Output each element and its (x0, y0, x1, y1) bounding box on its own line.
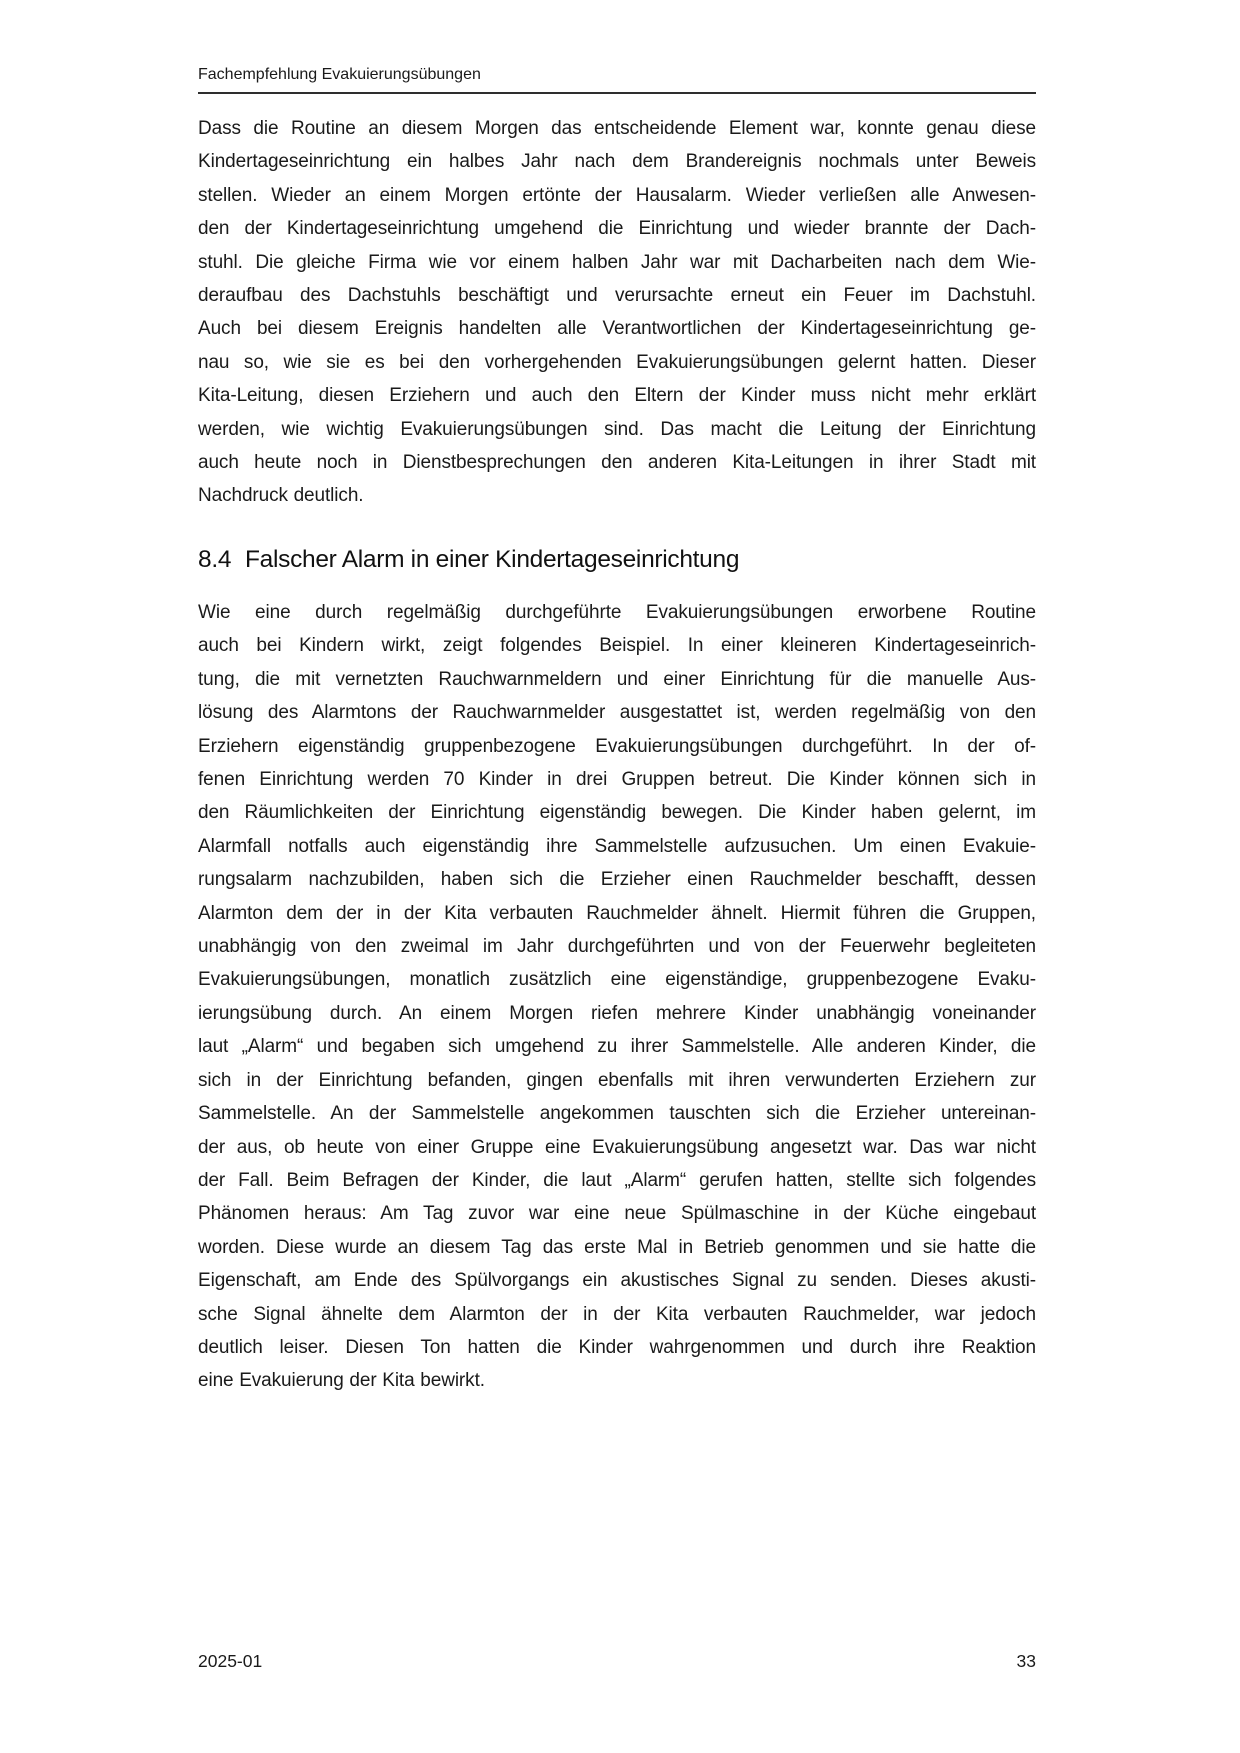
text-line: Wie eine durch regelmäßig durchgeführte Evakuierungsübungen erworbene Routine (198, 602, 1036, 623)
text-line: nau so, wie sie es bei den vorhergehenden Evakuierungsübungen gelernt hatten. Dieser (198, 351, 1036, 373)
text-line: der Fall. Beim Befragen der Kinder, die laut „Alarm“ gerufen hatten, stellte sich folgendes (198, 1169, 1036, 1191)
text-line: sich in der Einrichtung befanden, gingen ebenfalls mit ihren verwunderten Erziehern zur (198, 1069, 1036, 1091)
text-line: auch heute noch in Dienstbesprechungen den anderen Kita-Leitungen in ihrer Stadt mit (198, 452, 1036, 474)
running-header: Fachempfehlung Evakuierungsübungen (198, 66, 481, 83)
text-line: Nachdruck deutlich. (198, 485, 364, 507)
text-line: den Räumlichkeiten der Einrichtung eigenständig bewegen. Die Kinder haben gelernt, im (198, 802, 1036, 824)
page-footer (198, 1650, 1036, 1672)
text-line: laut „Alarm“ und begaben sich umgehend zu ihrer Sammelstelle. Alle anderen Kinder, die (198, 1036, 1036, 1058)
text-line: fenen Einrichtung werden 70 Kinder in drei Gruppen betreut. Die Kinder können sich in (198, 769, 1036, 791)
text-line: auch bei Kindern wirkt, zeigt folgendes Beispiel. In einer kleineren Kindertageseinrich- (198, 635, 1036, 657)
text-line: Sammelstelle. An der Sammelstelle angekommen tauschten sich die Erzieher untereinan- (198, 1103, 1036, 1125)
section-heading (198, 545, 1036, 575)
text-line: rungsalarm nachzubilden, haben sich die Erzieher einen Rauchmelder beschafft, dessen (198, 869, 1036, 891)
text-line: worden. Diese wurde an diesem Tag das erste Mal in Betrieb genommen und sie hatte die (198, 1236, 1036, 1258)
footer-page-number: 33 (1016, 1651, 1036, 1671)
paragraph-2 (198, 596, 1036, 1398)
footer-date: 2025-01 (198, 1651, 263, 1671)
text-line: den der Kindertageseinrichtung umgehend die Einrichtung und wieder brannte der Dach- (198, 218, 1036, 240)
text-line: Alarmton dem der in der Kita verbauten Rauchmelder ähnelt. Hiermit führen die Gruppen, (198, 902, 1036, 924)
text-line: sche Signal ähnelte dem Alarmton der in der Kita verbauten Rauchmelder, war jedoch (198, 1303, 1036, 1325)
text-line: Evakuierungsübungen, monatlich zusätzlich eine eigenständige, gruppenbezogene Evaku- (198, 969, 1036, 991)
text-line: ierungsübung durch. An einem Morgen riefen mehrere Kinder unabhängig voneinander (198, 1002, 1036, 1024)
text-line: Erziehern eigenständig gruppenbezogene Evakuierungsübungen durchgeführt. In der of- (198, 735, 1036, 757)
section-title: Falscher Alarm in einer Kindertageseinrichtung (245, 546, 740, 573)
text-line: Kindertageseinrichtung ein halbes Jahr nach dem Brandereignis nochmals unter Beweis (198, 151, 1036, 173)
text-line: der aus, ob heute von einer Gruppe eine Evakuierungsübung angesetzt war. Das war nicht (198, 1136, 1036, 1158)
text-line: stellen. Wieder an einem Morgen ertönte der Hausalarm. Wieder verließen alle Anwesen- (198, 184, 1036, 206)
header-rule (198, 92, 1036, 94)
text-line: eine Evakuierung der Kita bewirkt. (198, 1370, 485, 1392)
text-line: Kita-Leitung, diesen Erziehern und auch den Eltern der Kinder muss nicht mehr erklärt (198, 385, 1036, 407)
text-line: Phänomen heraus: Am Tag zuvor war eine neue Spülmaschine in der Küche eingebaut (198, 1203, 1036, 1225)
text-line: Dass die Routine an diesem Morgen das entscheidende Element war, konnte genau diese (198, 118, 1036, 139)
section-number: 8.4 (198, 546, 232, 573)
text-line: Alarmfall notfalls auch eigenständig ihre Sammelstelle aufzusuchen. Um einen Evakuie- (198, 835, 1036, 857)
text-line: Eigenschaft, am Ende des Spülvorgangs ein akustisches Signal zu senden. Dieses akusti- (198, 1270, 1036, 1292)
text-line: werden, wie wichtig Evakuierungsübungen sind. Das macht die Leitung der Einrichtung (198, 418, 1036, 440)
text-line: lösung des Alarmtons der Rauchwarnmelder ausgestattet ist, werden regelmäßig von den (198, 702, 1036, 724)
paragraph-1 (198, 112, 1036, 513)
text-line: deutlich leiser. Diesen Ton hatten die Kinder wahrgenommen und durch ihre Reaktion (198, 1336, 1036, 1358)
text-line: Auch bei diesem Ereignis handelten alle Verantwortlichen der Kindertageseinrichtung ge- (198, 318, 1036, 340)
text-line: tung, die mit vernetzten Rauchwarnmeldern und einer Einrichtung für die manuelle Aus- (198, 668, 1036, 690)
text-line: stuhl. Die gleiche Firma wie vor einem halben Jahr war mit Dacharbeiten nach dem Wie- (198, 251, 1036, 273)
text-line: deraufbau des Dachstuhls beschäftigt und verursachte erneut ein Feuer im Dachstuhl. (198, 285, 1036, 307)
text-line: unabhängig von den zweimal im Jahr durchgeführten und von der Feuerwehr begleiteten (198, 936, 1036, 958)
